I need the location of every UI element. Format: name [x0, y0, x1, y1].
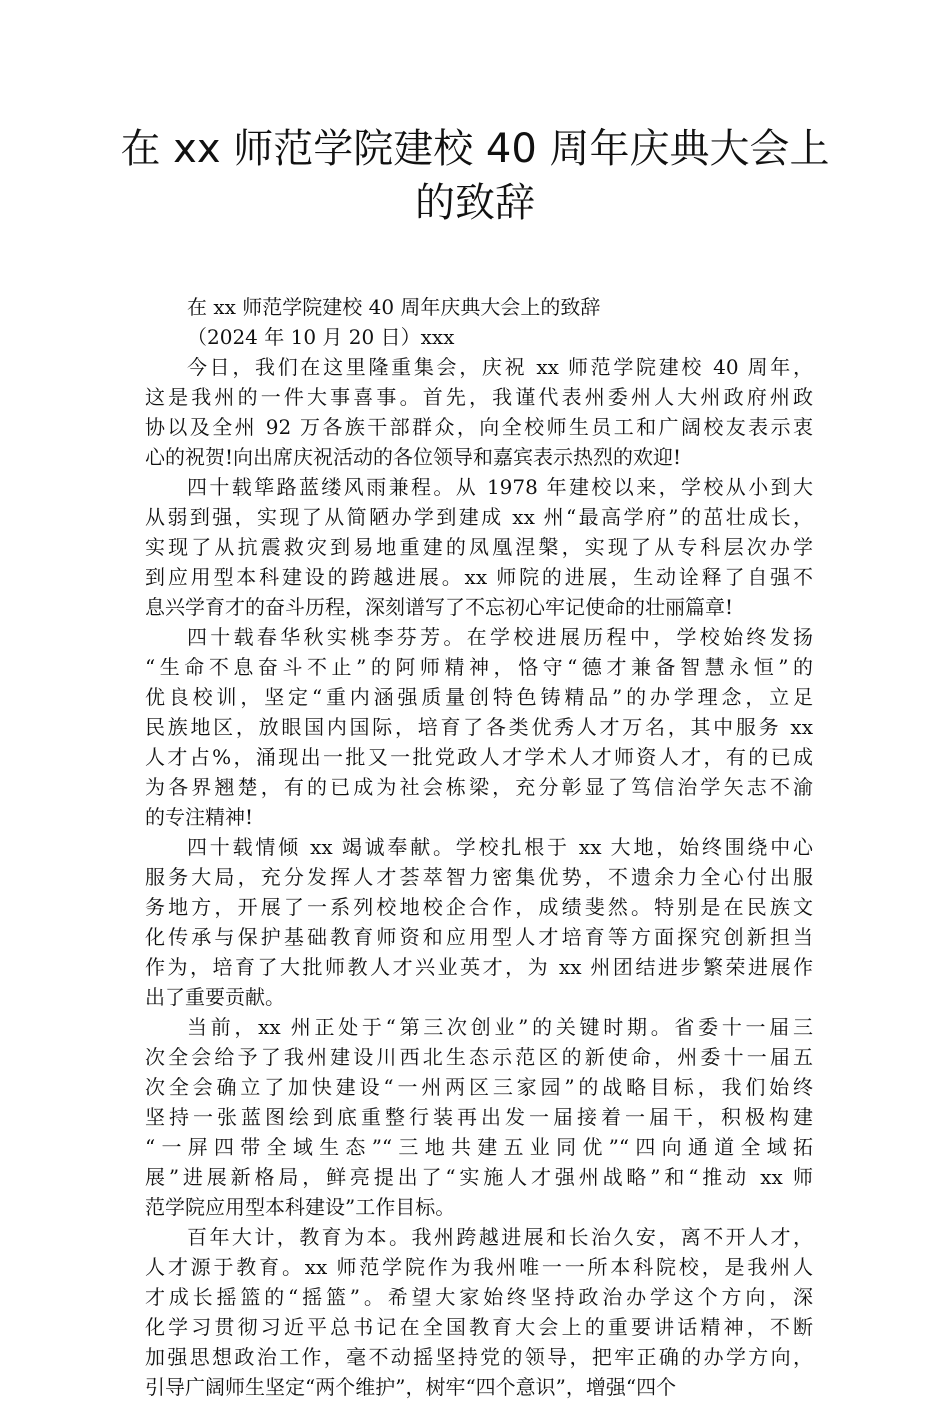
paragraph-line: “一屏四带全域生态”“三地共建五业同优”“四向通道全域拓: [145, 1135, 813, 1159]
paragraph: [145, 832, 813, 1012]
paragraph-line: 次全会确立了加快建设“一州两区三家园”的战略目标，我们始终: [145, 1075, 813, 1099]
paragraph-line: 四十载春华秋实桃李芬芳。在学校进展历程中，学校始终发扬: [187, 625, 813, 649]
paragraph-line: 才成长摇篮的“摇篮”。希望大家始终坚持政治办学这个方向，深: [145, 1285, 813, 1309]
paragraph-line: 四十载筚路蓝缕风雨兼程。从 1978 年建校以来，学校从小到大: [187, 475, 813, 499]
title-line-1: 在 xx 师范学院建校 40 周年庆典大会上: [120, 126, 830, 172]
paragraph-line: 出了重要贡献。: [145, 985, 285, 1009]
paragraph-line: 心的祝贺!向出席庆祝活动的各位领导和嘉宾表示热烈的欢迎!: [145, 445, 682, 469]
paragraph-line: 展”进展新格局，鲜亮提出了“实施人才强州战略”和“推动 xx 师: [145, 1165, 813, 1189]
paragraph-line: 范学院应用型本科建设”工作目标。: [145, 1195, 456, 1219]
paragraph-line: 服务大局，充分发挥人才荟萃智力密集优势，不遗余力全心付出服: [145, 865, 813, 889]
paragraph-line: 务地方，开展了一系列校地校企合作，成绩斐然。特别是在民族文: [145, 895, 813, 919]
paragraph-line: 优良校训，坚定“重内涵强质量创特色铸精品”的办学理念，立足: [145, 685, 813, 709]
paragraph-line: 作为，培育了大批师教人才兴业英才，为 xx 州团结进步繁荣进展作: [145, 955, 813, 979]
paragraph-line: 人才源于教育。xx 师范学院作为我州唯一一所本科院校，是我州人: [145, 1255, 813, 1279]
paragraph-line: 为各界翘楚，有的已成为社会栋梁，充分彰显了笃信治学矢志不渝: [145, 775, 813, 799]
paragraph: [145, 622, 813, 832]
paragraph-line: 引导广阔师生坚定“两个维护”，树牢“四个意识”，增强“四个: [145, 1375, 677, 1399]
paragraph-line: 坚持一张蓝图绘到底重整行装再出发一届接着一届干，积极构建: [145, 1105, 813, 1129]
paragraph: [145, 472, 813, 622]
document-date-line: （2024 年 10 月 20 日）xxx: [187, 325, 455, 349]
paragraph-line: 协以及全州 92 万各族干部群众，向全校师生员工和广阔校友表示衷: [145, 415, 813, 439]
paragraph-line: 从弱到强，实现了从简陋办学到建成 xx 州“最高学府”的茁壮成长，: [145, 505, 813, 529]
paragraph: [145, 1012, 813, 1222]
paragraph-line: 这是我州的一件大事喜事。首先，我谨代表州委州人大州政府州政: [145, 385, 813, 409]
paragraph-line: 四十载情倾 xx 竭诚奉献。学校扎根于 xx 大地，始终围绕中心: [187, 835, 813, 859]
paragraph-line: 当前，xx 州正处于“第三次创业”的关键时期。省委十一届三: [187, 1015, 813, 1039]
title-line-2: 的致辞: [415, 180, 535, 226]
paragraph-list: [145, 352, 813, 1402]
document-body: [145, 292, 813, 1402]
paragraph-line: 民族地区，放眼国内国际，培育了各类优秀人才万名，其中服务 xx: [145, 715, 813, 739]
paragraph-line: 到应用型本科建设的跨越进展。xx 师院的进展，生动诠释了自强不: [145, 565, 813, 589]
paragraph-line: 人才占%，涌现出一批又一批党政人才学术人才师资人才，有的已成: [145, 745, 813, 769]
paragraph-line: 化传承与保护基础教育师资和应用型人才培育等方面探究创新担当: [145, 925, 813, 949]
paragraph: [145, 352, 813, 472]
paragraph: [145, 1222, 813, 1402]
paragraph-line: 息兴学育才的奋斗历程，深刻谱写了不忘初心牢记使命的壮丽篇章!: [145, 595, 734, 619]
document-heading: 在 xx 师范学院建校 40 周年庆典大会上的致辞: [187, 295, 601, 319]
paragraph-line: “生命不息奋斗不止”的阿师精神，恪守“德才兼备智慧永恒”的: [145, 655, 813, 679]
paragraph-line: 实现了从抗震救灾到易地重建的凤凰涅槃，实现了从专科层次办学: [145, 535, 813, 559]
paragraph-line: 今日，我们在这里隆重集会，庆祝 xx 师范学院建校 40 周年，: [187, 355, 813, 379]
paragraph-line: 的专注精神!: [145, 805, 254, 829]
paragraph-line: 百年大计，教育为本。我州跨越进展和长治久安，离不开人才，: [187, 1225, 813, 1249]
paragraph-line: 加强思想政治工作，毫不动摇坚持党的领导，把牢正确的办学方向，: [145, 1345, 813, 1369]
document-title: [120, 122, 830, 230]
paragraph-line: 次全会给予了我州建设川西北生态示范区的新使命，州委十一届五: [145, 1045, 813, 1069]
paragraph-line: 化学习贯彻习近平总书记在全国教育大会上的重要讲话精神，不断: [145, 1315, 813, 1339]
